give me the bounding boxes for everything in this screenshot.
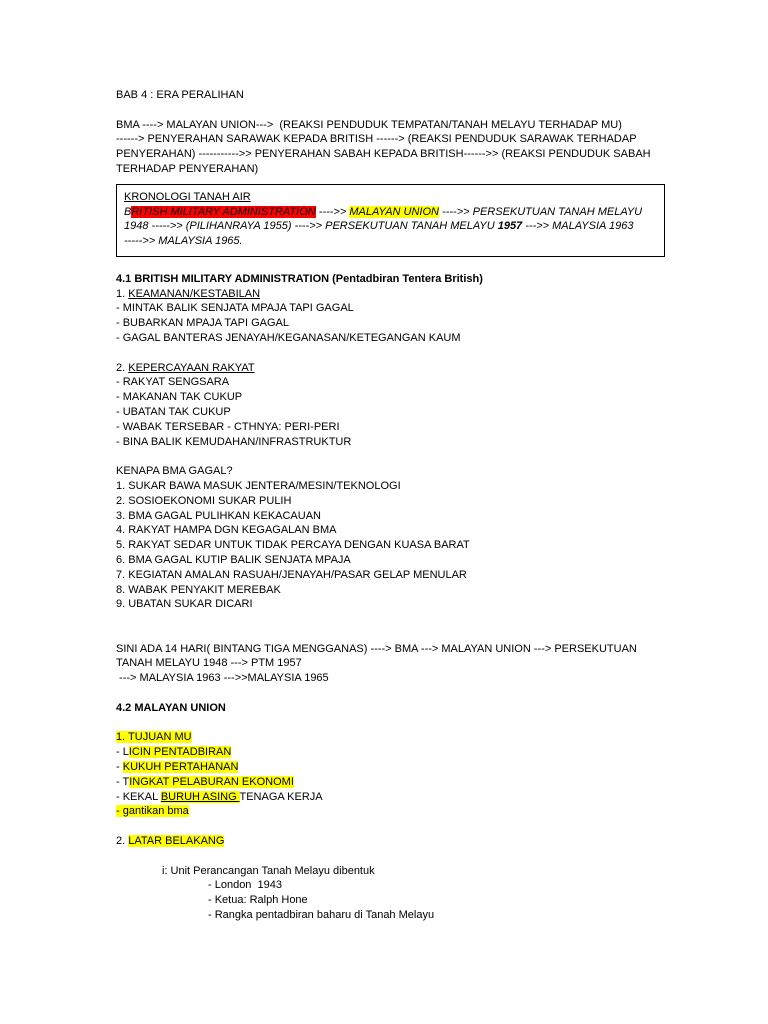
kronologi-line: ----->> MALAYSIA 1965.: [124, 235, 243, 248]
kronologi-line: [124, 205, 657, 220]
timeline-line: TANAH MELAYU 1948 ---> PTM 1957: [116, 657, 302, 670]
list-item: - Ketua: Ralph Hone: [208, 894, 308, 907]
subsection-label: KEAMANAN/KESTABILAN: [128, 287, 261, 300]
tujuan-heading: [116, 730, 676, 745]
kronologi-line: [124, 219, 657, 234]
unit-line: i: Unit Perancangan Tanah Melayu dibentuk: [162, 864, 375, 877]
intro-line: BMA ----> MALAYAN UNION---> (REAKSI PENDUDUK TEMPATAN/TANAH MELAYU TERHADAP MU): [116, 118, 622, 131]
section-4-2-heading: 4.2 MALAYAN UNION: [116, 701, 226, 714]
latar-heading: [116, 834, 676, 849]
list-item: [116, 760, 676, 775]
list-item: 6. BMA GAGAL KUTIP BALIK SENJATA MPAJA: [116, 553, 351, 566]
item-highlight: KUKUH PERTAHANAN: [122, 761, 239, 774]
kronologi-text: ---->> PERSEKUTUAN TANAH MELAYU: [439, 205, 643, 218]
subsection-heading: [116, 287, 676, 302]
document-page: [116, 88, 676, 923]
tujuan-highlight: 1. TUJUAN MU: [116, 731, 192, 744]
list-item: - UBATAN TAK CUKUP: [116, 405, 231, 418]
list-item: - WABAK TERSEBAR - CTHNYA: PERI-PERI: [116, 420, 340, 433]
list-item: [116, 775, 676, 790]
latar-highlight: LATAR BELAKANG: [128, 835, 225, 848]
kronologi-text: ---->>: [315, 205, 350, 218]
item-prefix: -: [116, 761, 123, 774]
timeline-line: ---> MALAYSIA 1963 --->>MALAYSIA 1965: [116, 672, 329, 685]
list-item: 2. SOSIOEKONOMI SUKAR PULIH: [116, 494, 292, 507]
item-highlight: BURUH ASING: [160, 790, 240, 803]
item-prefix: - KEKAL: [116, 790, 161, 803]
intro-line: PENYERAHAN) ----------->> PENYERAHAN SABAH KEPADA BRITISH------>> (REAKSI PENDUDUK SABAH: [116, 148, 651, 161]
subsection-number: 2.: [116, 361, 129, 374]
bma-highlight: RITISH MILITARY ADMINISTRATION: [131, 205, 316, 218]
kronologi-text: B: [124, 205, 132, 218]
list-item: 9. UBATAN SUKAR DICARI: [116, 598, 253, 611]
subsection-heading: [116, 361, 676, 376]
list-item: - MAKANAN TAK CUKUP: [116, 391, 243, 404]
chapter-title: BAB 4 : ERA PERALIHAN: [116, 89, 244, 101]
year-1957-bold: 1957: [497, 220, 523, 233]
list-item: [116, 745, 676, 760]
subsection-number: 1.: [116, 287, 129, 300]
list-item: [116, 804, 676, 819]
list-item: - BINA BALIK KEMUDAHAN/INFRASTRUKTUR: [116, 435, 352, 448]
latar-number: 2.: [116, 835, 129, 848]
list-item: [116, 790, 676, 805]
item-highlight: INGKAT PELABURAN EKONOMI: [129, 775, 294, 788]
list-item: 4. RAKYAT HAMPA DGN KEGAGALAN BMA: [116, 524, 337, 537]
kronologi-heading: KRONOLOGI TANAH AIR: [124, 190, 251, 203]
kronologi-box: [116, 184, 665, 257]
list-item: 5. RAKYAT SEDAR UNTUK TIDAK PERCAYA DENGAN KUASA BARAT: [116, 539, 470, 552]
subsection-label: KEPERCAYAAN RAKYAT: [128, 361, 255, 374]
list-item: 7. KEGIATAN AMALAN RASUAH/JENAYAH/PASAR GELAP MENULAR: [116, 568, 467, 581]
list-item: 3. BMA GAGAL PULIHKAN KEKACAUAN: [116, 509, 321, 522]
question-line: KENAPA BMA GAGAL?: [116, 465, 233, 478]
kronologi-text: --->> MALAYSIA 1963: [522, 220, 634, 233]
item-suffix: TENAGA KERJA: [239, 790, 323, 803]
item-prefix: - L: [116, 746, 129, 759]
kronologi-text: 1948 ----->> (PILIHANRAYA 1955) ---->> PERSEKUTUAN TANAH MELAYU: [124, 220, 498, 233]
section-4-1-heading: 4.1 BRITISH MILITARY ADMINISTRATION (Pentadbiran Tentera British): [116, 272, 483, 285]
mu-highlight: MALAYAN UNION: [349, 205, 439, 218]
item-prefix: - T: [116, 775, 130, 788]
list-item: - London 1943: [208, 879, 283, 892]
intro-paragraph: [116, 118, 676, 177]
list-item: - Rangka pentadbiran baharu di Tanah Melayu: [208, 909, 435, 922]
list-item: - BUBARKAN MPAJA TAPI GAGAL: [116, 317, 289, 330]
intro-line: ------> PENYERAHAN SARAWAK KEPADA BRITISH ------> (REAKSI PENDUDUK SARAWAK TERHADAP: [116, 133, 637, 146]
list-item: - GAGAL BANTERAS JENAYAH/KEGANASAN/KETEGANGAN KAUM: [116, 331, 461, 344]
list-item: - RAKYAT SENGSARA: [116, 376, 230, 389]
item-highlight: ICIN PENTADBIRAN: [128, 746, 232, 759]
list-item: 1. SUKAR BAWA MASUK JENTERA/MESIN/TEKNOLOGI: [116, 479, 401, 492]
item-highlight: - gantikan bma: [116, 805, 189, 818]
list-item: - MINTAK BALIK SENJATA MPAJA TAPI GAGAL: [116, 302, 354, 315]
list-item: 8. WABAK PENYAKIT MEREBAK: [116, 583, 281, 596]
timeline-line: SINI ADA 14 HARI( BINTANG TIGA MENGGANAS) ----> BMA ---> MALAYAN UNION ---> PERSEKUTUAN: [116, 642, 637, 655]
intro-line: TERHADAP PENYERAHAN): [116, 162, 259, 175]
